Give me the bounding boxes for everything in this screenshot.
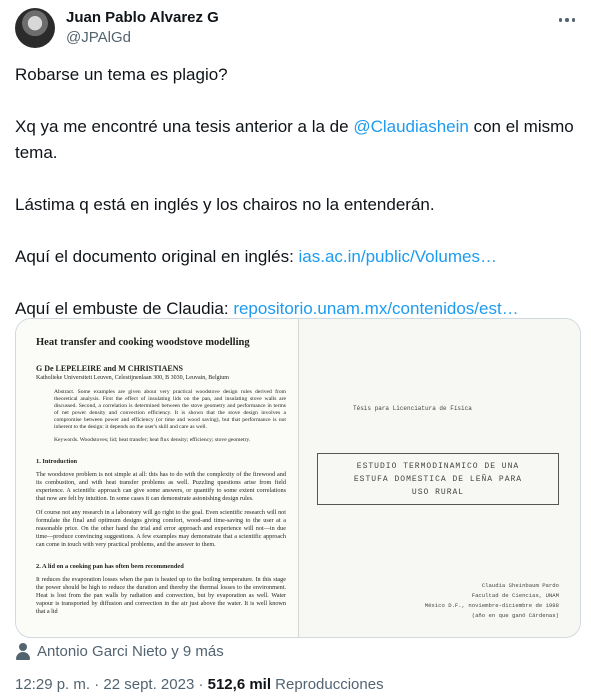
paper-paragraph: Of course not any research in a laboratory will go right to the goal. Even scientific research will not formulate the final and optimum designs giving comfort, wood-and time-saving to the user at a reasonable price. On the other hand the trial and error approach and experience will not—in due time—produce convincing suggestions. A few examples may demonstrate that a scientific approach can come in touch with very practical problems, and the answer to them.: [36, 509, 286, 548]
tagged-people-label: Antonio Garci Nieto y 9 más: [37, 642, 224, 660]
external-link[interactable]: repositorio.unam.mx/contenidos/est…: [233, 299, 519, 318]
mention-link[interactable]: @Claudiashein: [353, 117, 469, 136]
thesis-title-line: ESTUDIO TERMODINAMICO DE UNA: [356, 462, 520, 471]
tweet-text-segment: Aquí el embuste de Claudia:: [15, 299, 234, 318]
display-name[interactable]: Juan Pablo Alvarez G: [66, 9, 219, 26]
tweet-text-segment: Aquí el documento original en inglés:: [15, 247, 299, 266]
thesis-label: Tésis para Licenciatura de Física: [353, 405, 472, 412]
more-options-icon[interactable]: [555, 8, 579, 32]
paper-abstract: Abstract. Some examples are given about very practical woodstove design rules derived from theoretical analysis. First the effect of insulating lids on the pan, and insulating stove walls are discussed. Second, a correlation is determined between the stove geometry and performance in terms of net power density and convection efficiency. It is shown that the stove design involves a compromise between power and efficiency (or time and wood saving), but that performance is not inherent to the design: it depends on the user's skill and care as well.: [54, 389, 286, 430]
tweet-line: Robarse un tema es plagio?: [15, 65, 228, 84]
views-label: Reproducciones: [271, 676, 384, 693]
avatar[interactable]: [15, 8, 55, 48]
media-image-thesis[interactable]: [299, 319, 580, 637]
view-count: 512,6 mil: [207, 676, 272, 693]
tweet-text: [15, 62, 581, 348]
paper-title: Heat transfer and cooking woodstove modelling: [36, 337, 250, 348]
tweet-text-segment: con el mismo tema.: [15, 117, 574, 162]
thesis-title-line: USO RURAL: [411, 488, 465, 497]
tweet-text-segment: Xq ya me encontré una tesis anterior a la de: [15, 117, 354, 136]
tweet-line: [15, 114, 581, 166]
paper-paragraph: It reduces the evaporation losses when the pan is heated up to the boiling temperature. In this stage the power should be high to reduce the duration and thereby the thermal losses to the environment. Heat is lost from the pan walls by radiation and convection, but by evaporation as well. Water vapour is transported by diffusion and convection in the air just above the water. It is well known that a lid: [36, 576, 286, 615]
tagged-people[interactable]: [15, 640, 224, 662]
thesis-note: (año en que ganó Cárdenas): [471, 612, 559, 619]
thesis-author: Claudia Sheinbaum Pardo: [481, 582, 559, 589]
paper-heading: 2. A lid on a cooking pan has often been recommended: [36, 563, 184, 570]
person-icon: [15, 642, 31, 660]
tweet-header: [15, 6, 579, 50]
thesis-title-line: ESTUFA DOMESTICA DE LEÑA PARA: [353, 475, 523, 484]
tweet-line: Lástima q está en inglés y los chairos no la entenderán.: [15, 195, 435, 214]
media-image-paper[interactable]: [16, 319, 299, 637]
tweet-meta: [15, 676, 384, 693]
tweet-line: [15, 244, 581, 270]
timestamp[interactable]: 12:29 p. m. · 22 sept. 2023 ·: [15, 676, 208, 693]
paper-paragraph: The woodstove problem is not simple at all: this has to do with the complexity of the firewood and its combustion, and with heat transfer problems as well. Puzzling questions arise from field experience. A scientific approach can give some answers, or quantify to some extent correlations that now are felt by intuition. In some cases it can demonstrate astonishing design rules.: [36, 471, 286, 502]
thesis-date: México D.F., noviembre-diciembre de 1988: [424, 602, 559, 609]
paper-authors: G De LEPELEIRE and M CHRISTIAENS: [36, 364, 183, 373]
external-link[interactable]: ias.ac.in/public/Volumes…: [298, 247, 497, 266]
media-attachment[interactable]: [15, 318, 581, 638]
paper-affiliation: Katholieke Universiteit Leuven, Celestijnenlaan 300, B 3030, Leuvain, Belgium: [36, 375, 229, 381]
handle[interactable]: @JPAlGd: [66, 29, 131, 46]
thesis-author-block: [409, 581, 559, 621]
author-names[interactable]: [66, 8, 219, 48]
thesis-title-box: [317, 453, 559, 505]
paper-keywords: Keywords. Woodstoves; lid; heat transfer; heat flux density; efficiency; stove geometry.: [54, 437, 251, 443]
thesis-faculty: Facultad de Ciencias, UNAM: [471, 592, 559, 599]
paper-heading: 1. Introduction: [36, 458, 78, 465]
